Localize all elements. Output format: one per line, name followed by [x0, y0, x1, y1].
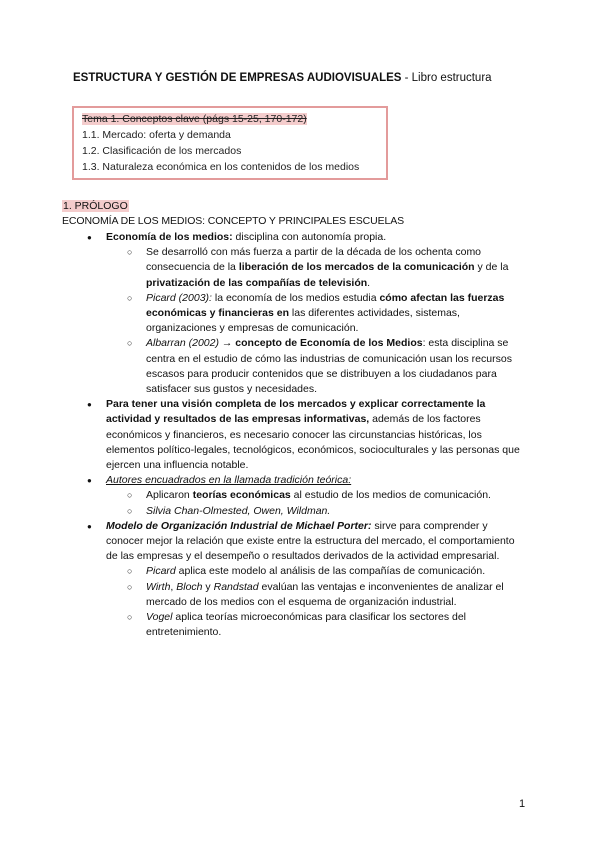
bold-term: Para tener una visión completa de los mercados y explicar correctamente la actividad y resultados de las empresas informativas, — [106, 398, 486, 426]
text: la economía de los medios estudia — [211, 291, 380, 304]
topic-line-1: Tema 1. Conceptos clave (págs 15-25, 170-172) — [82, 113, 307, 125]
bullet-list — [0, 230, 600, 640]
bold-term: liberación de los mercados de la comunicación — [238, 261, 475, 274]
text: al estudio de los medios de comunicación. — [290, 489, 491, 502]
topic-box — [72, 106, 388, 180]
document-title — [73, 72, 492, 84]
list-subitem — [146, 488, 526, 503]
italic-heading: Autores encuadrados en la llamada tradición teórica: — [106, 474, 352, 487]
page-number: 1 — [519, 798, 526, 810]
text: , — [170, 580, 177, 593]
author-citation: Picard (2003): — [146, 291, 212, 304]
author-name: Wirth — [146, 580, 171, 593]
topic-line-4: 1.3. Naturaleza económica en los contenidos de los medios — [82, 161, 360, 173]
section-heading: 1. PRÓLOGO — [63, 200, 128, 212]
text: además de los factores económicos y financieros, es necesario conocer las circunstancias históricas, los elementos político-legales, tecnológicos, económicos, socioculturales y las personas que ejercen una influencia notable. — [106, 413, 520, 472]
list-item — [106, 519, 526, 565]
list-subitem — [146, 291, 526, 337]
author-names: Silvia Chan-Olmested, Owen, Wildman. — [146, 504, 331, 517]
list-item — [106, 230, 526, 245]
bold-term: cómo afectan las fuerzas económicas y financieras en — [146, 291, 505, 320]
list-subitem — [146, 336, 526, 397]
topic-line-3: 1.2. Clasificación de los mercados — [82, 145, 242, 157]
topic-line-2: 1.1. Mercado: oferta y demanda — [82, 129, 231, 141]
text: aplica teorías microeconómicas para clasificar los sectores del entretenimiento. — [146, 611, 467, 639]
author-name: Vogel — [146, 611, 173, 624]
list-subitem — [146, 610, 526, 640]
bold-term: Modelo de Organización Industrial de Michael Porter: — [106, 519, 372, 532]
author-name: Picard — [146, 565, 176, 578]
text: evalúan las ventajas e inconvenientes de analizar el mercado de los medios con el esquema de organización industrial. — [146, 580, 504, 608]
text: Aplicaron — [146, 489, 193, 502]
list-item — [106, 397, 526, 473]
author-name: Randstad — [213, 580, 259, 593]
text: las diferentes actividades, sistemas, organizaciones y empresas de comunicación. — [146, 307, 460, 335]
text: y de la — [474, 261, 509, 274]
title-suffix: - Libro estructura — [401, 72, 492, 84]
author-name: Bloch — [176, 580, 203, 593]
text: . — [367, 276, 371, 289]
bold-term: concepto de Economía de los Medios — [235, 337, 423, 350]
text: y — [202, 580, 214, 593]
list-subitem — [146, 245, 526, 291]
list-item — [106, 473, 526, 488]
text: Se desarrolló con más fuerza a partir de la década de los ochenta como consecuencia de la — [146, 246, 482, 274]
bold-term: privatización de las compañías de televisión — [146, 276, 368, 289]
text: aplica este modelo al análisis de las compañías de comunicación. — [175, 565, 486, 578]
text: disciplina con autonomía propia. — [232, 231, 387, 243]
list-subitem — [146, 504, 526, 519]
text: : esta disciplina se centra en el estudio de cómo las industrias de comunicación usan los recursos escasos para producir contenidos que se distribuyen a los ciudadanos para satisfacer sus gustos y necesidades. — [146, 337, 512, 396]
author-citation: Albarran (2002) → — [146, 337, 236, 350]
list-subitem — [146, 564, 526, 579]
section-subheading: ECONOMÍA DE LOS MEDIOS: CONCEPTO Y PRINCIPALES ESCUELAS — [62, 215, 405, 227]
bold-term: Economía de los medios: — [106, 231, 233, 243]
text: sirve para comprender y conocer mejor la relación que existe entre la estructura del mercado, el comportamiento de las empresas y el desempeño o resultados derivados de la actividad empresarial. — [106, 519, 515, 563]
bold-term: teorías económicas — [192, 489, 291, 502]
list-subitem — [146, 580, 526, 610]
title-bold: ESTRUCTURA Y GESTIÓN DE EMPRESAS AUDIOVISUALES — [73, 72, 402, 84]
